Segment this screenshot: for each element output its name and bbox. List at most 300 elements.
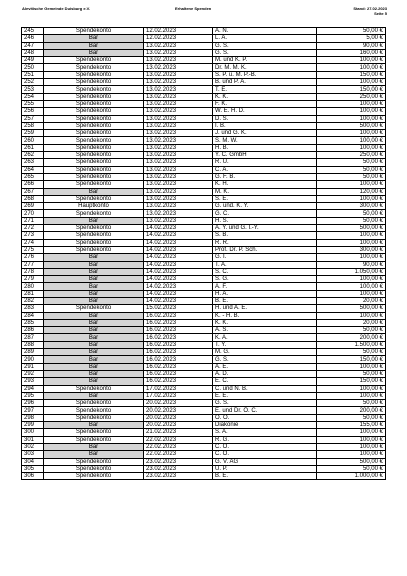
account-type: Bar (44, 290, 144, 297)
donor-name: J. und G. K. (213, 130, 317, 137)
account-type: Spendekonto (44, 173, 144, 180)
donor-name: B. und P. A. (213, 79, 317, 86)
entry-number: 245 (22, 28, 44, 35)
donation-date: 16.02.2023 (144, 370, 213, 377)
donation-date: 13.02.2023 (144, 173, 213, 180)
donor-name: R. G. (213, 436, 317, 443)
entry-number: 248 (22, 49, 44, 56)
donation-amount: 50,00 € (317, 217, 386, 224)
entry-number: 282 (22, 297, 44, 304)
entry-number: 305 (22, 465, 44, 472)
table-row (22, 217, 386, 224)
table-row (22, 378, 386, 385)
donation-amount: 250,00 € (317, 93, 386, 100)
account-type: Bar (44, 297, 144, 304)
account-type: Spendekonto (44, 152, 144, 159)
donation-date: 14.02.2023 (144, 297, 213, 304)
donor-name: K. - H. B. (213, 312, 317, 319)
donor-name: G. V. AG (213, 458, 317, 465)
donation-amount: 300,00 € (317, 246, 386, 253)
donor-name: M. G. (213, 349, 317, 356)
account-type: Spendekonto (44, 93, 144, 100)
donor-name: G. S. (213, 42, 317, 49)
donation-date: 13.02.2023 (144, 152, 213, 159)
account-type: Spendekonto (44, 465, 144, 472)
donation-amount: 100,00 € (317, 290, 386, 297)
entry-number: 267 (22, 188, 44, 195)
donor-name: E. C. (213, 378, 317, 385)
donation-amount: 50,00 € (317, 370, 386, 377)
account-type: Bar (44, 42, 144, 49)
donation-amount: 100,00 € (317, 312, 386, 319)
account-type: Spendekonto (44, 225, 144, 232)
table-row (22, 122, 386, 129)
donation-amount: 50,00 € (317, 210, 386, 217)
donation-date: 16.02.2023 (144, 327, 213, 334)
donations-table (21, 27, 386, 480)
account-type: Spendekonto (44, 100, 144, 107)
entry-number: 277 (22, 261, 44, 268)
donation-amount: 20,00 € (317, 297, 386, 304)
donation-amount: 100,00 € (317, 232, 386, 239)
donor-name: G. S. (213, 49, 317, 56)
donation-date: 14.02.2023 (144, 283, 213, 290)
entry-number: 289 (22, 349, 44, 356)
table-row (22, 49, 386, 56)
table-row (22, 458, 386, 465)
donor-name: R. Ü. (213, 159, 317, 166)
donation-date: 16.02.2023 (144, 334, 213, 341)
donor-name: T. Y. (213, 341, 317, 348)
entry-number: 274 (22, 239, 44, 246)
donation-amount: 500,00 € (317, 122, 386, 129)
donation-date: 14.02.2023 (144, 268, 213, 275)
account-type: Spendekonto (44, 407, 144, 414)
donation-date: 20.02.2023 (144, 422, 213, 429)
donation-date: 20.02.2023 (144, 407, 213, 414)
account-type: Spendekonto (44, 108, 144, 115)
account-type: Spendekonto (44, 400, 144, 407)
donations-table-body (22, 28, 386, 480)
table-row (22, 400, 386, 407)
entry-number: 256 (22, 108, 44, 115)
donation-amount: 100,00 € (317, 181, 386, 188)
entry-number: 250 (22, 64, 44, 71)
donation-amount: 100,00 € (317, 137, 386, 144)
donor-name: G. F. B. (213, 173, 317, 180)
table-row (22, 100, 386, 107)
donation-date: 13.02.2023 (144, 166, 213, 173)
donation-date: 22.02.2023 (144, 451, 213, 458)
account-type: Spendekonto (44, 159, 144, 166)
donation-amount: 50,00 € (317, 400, 386, 407)
donor-name: K. K. (213, 319, 317, 326)
donor-name: A. N. (213, 28, 317, 35)
account-type: Spendekonto (44, 137, 144, 144)
entry-number: 288 (22, 341, 44, 348)
table-row (22, 79, 386, 86)
donation-amount: 120,00 € (317, 188, 386, 195)
account-type: Spendekonto (44, 414, 144, 421)
table-row (22, 137, 386, 144)
account-type: Bar (44, 334, 144, 341)
donation-amount: 100,00 € (317, 392, 386, 399)
donation-amount: 150,00 € (317, 356, 386, 363)
account-type: Bar (44, 327, 144, 334)
account-type: Bar (44, 443, 144, 450)
entry-number: 270 (22, 210, 44, 217)
donation-amount: 250,00 € (317, 152, 386, 159)
donor-name: C. A. (213, 166, 317, 173)
entry-number: 294 (22, 385, 44, 392)
account-type: Bar (44, 217, 144, 224)
entry-number: 249 (22, 57, 44, 64)
donation-date: 13.02.2023 (144, 188, 213, 195)
donation-amount: 100,00 € (317, 144, 386, 151)
account-type: Bar (44, 319, 144, 326)
table-row (22, 414, 386, 421)
table-row (22, 341, 386, 348)
entry-number: 268 (22, 195, 44, 202)
entry-number: 281 (22, 290, 44, 297)
table-row (22, 334, 386, 341)
donor-name: S. A. (213, 429, 317, 436)
table-row (22, 173, 386, 180)
donation-date: 16.02.2023 (144, 349, 213, 356)
donation-amount: 100,00 € (317, 443, 386, 450)
donation-amount: 150,00 € (317, 71, 386, 78)
donation-amount: 200,00 € (317, 407, 386, 414)
donation-date: 13.02.2023 (144, 122, 213, 129)
donation-amount: 5,00 € (317, 35, 386, 42)
entry-number: 273 (22, 232, 44, 239)
account-type: Bar (44, 276, 144, 283)
table-row (22, 86, 386, 93)
donor-name: K. A. (213, 334, 317, 341)
table-row (22, 443, 386, 450)
donor-name: R. R. (213, 239, 317, 246)
entry-number: 247 (22, 42, 44, 49)
donation-amount: 1.500,00 € (317, 341, 386, 348)
donor-name: E. und Dr. Ö. C. (213, 407, 317, 414)
account-type: Spendekonto (44, 181, 144, 188)
table-row (22, 327, 386, 334)
table-row (22, 276, 386, 283)
table-row (22, 108, 386, 115)
entry-number: 298 (22, 414, 44, 421)
account-type: Bar (44, 356, 144, 363)
donation-date: 13.02.2023 (144, 79, 213, 86)
donation-amount: 100,00 € (317, 239, 386, 246)
donation-date: 13.02.2023 (144, 42, 213, 49)
entry-number: 276 (22, 254, 44, 261)
donation-amount: 150,00 € (317, 378, 386, 385)
donation-date: 16.02.2023 (144, 356, 213, 363)
account-type: Bar (44, 378, 144, 385)
account-type: Spendekonto (44, 232, 144, 239)
donation-amount: 50,00 € (317, 166, 386, 173)
account-type: Bar (44, 188, 144, 195)
donation-amount: 90,00 € (317, 261, 386, 268)
page-number: Seite 5 (374, 11, 387, 16)
entry-number: 271 (22, 217, 44, 224)
donation-amount: 150,00 € (317, 86, 386, 93)
entry-number: 299 (22, 422, 44, 429)
donation-date: 23.02.2023 (144, 473, 213, 480)
donation-amount: 100,00 € (317, 276, 386, 283)
account-type: Spendekonto (44, 458, 144, 465)
donation-date: 13.02.2023 (144, 181, 213, 188)
donation-amount: 100,00 € (317, 57, 386, 64)
table-row (22, 42, 386, 49)
entry-number: 280 (22, 283, 44, 290)
table-row (22, 166, 386, 173)
donation-date: 14.02.2023 (144, 290, 213, 297)
entry-number: 284 (22, 312, 44, 319)
account-type: Bar (44, 451, 144, 458)
donation-amount: 100,00 € (317, 451, 386, 458)
donation-amount: 50,00 € (317, 327, 386, 334)
donation-amount: 100,00 € (317, 130, 386, 137)
account-type: Bar (44, 422, 144, 429)
donation-date: 17.02.2023 (144, 385, 213, 392)
table-row (22, 246, 386, 253)
donor-name: Diakonie (213, 422, 317, 429)
account-type: Spendekonto (44, 385, 144, 392)
table-row (22, 363, 386, 370)
donation-date: 13.02.2023 (144, 210, 213, 217)
donation-date: 16.02.2023 (144, 363, 213, 370)
entry-number: 252 (22, 79, 44, 86)
donor-name: S. P. u. M. P.-B. (213, 71, 317, 78)
donation-amount: 50,00 € (317, 28, 386, 35)
entry-number: 261 (22, 144, 44, 151)
donor-name: G. und. K. Y. (213, 203, 317, 210)
account-type: Bar (44, 261, 144, 268)
account-type: Spendekonto (44, 473, 144, 480)
donation-amount: 500,00 € (317, 225, 386, 232)
donor-name: S. C. (213, 268, 317, 275)
table-row (22, 451, 386, 458)
donation-date: 14.02.2023 (144, 261, 213, 268)
donation-amount: 100,00 € (317, 115, 386, 122)
donation-amount: 100,00 € (317, 436, 386, 443)
table-row (22, 181, 386, 188)
donation-date: 13.02.2023 (144, 144, 213, 151)
entry-number: 255 (22, 100, 44, 107)
entry-number: 290 (22, 356, 44, 363)
table-row (22, 422, 386, 429)
donation-date: 14.02.2023 (144, 254, 213, 261)
entry-number: 266 (22, 181, 44, 188)
donor-name: C. Ö. (213, 451, 317, 458)
donation-amount: 300,00 € (317, 203, 386, 210)
donor-name: B. E. (213, 473, 317, 480)
account-type: Spendekonto (44, 195, 144, 202)
account-type: Spendekonto (44, 305, 144, 312)
account-type: Spendekonto (44, 246, 144, 253)
account-type: Spendekonto (44, 86, 144, 93)
donation-date: 14.02.2023 (144, 239, 213, 246)
donor-name: G. I. (213, 254, 317, 261)
account-type: Bar (44, 35, 144, 42)
donation-date: 20.02.2023 (144, 400, 213, 407)
donation-date: 13.02.2023 (144, 217, 213, 224)
donor-name: M. K. (213, 188, 317, 195)
donation-date: 12.02.2023 (144, 28, 213, 35)
table-row (22, 268, 386, 275)
table-row (22, 152, 386, 159)
entry-number: 302 (22, 443, 44, 450)
donation-amount: 100,00 € (317, 100, 386, 107)
donation-amount: 50,00 € (317, 414, 386, 421)
entry-number: 303 (22, 451, 44, 458)
table-row (22, 188, 386, 195)
donation-date: 16.02.2023 (144, 378, 213, 385)
donor-name: A. Y. und G. I.-Y. (213, 225, 317, 232)
entry-number: 275 (22, 246, 44, 253)
table-row (22, 28, 386, 35)
donation-amount: 50,00 € (317, 349, 386, 356)
table-row (22, 144, 386, 151)
donation-amount: 100,00 € (317, 429, 386, 436)
account-type: Spendekonto (44, 122, 144, 129)
account-type: Spendekonto (44, 28, 144, 35)
table-row (22, 356, 386, 363)
donor-name: A. S. (213, 327, 317, 334)
table-row (22, 385, 386, 392)
donation-date: 22.02.2023 (144, 443, 213, 450)
donor-name: G. C. (213, 210, 317, 217)
table-row (22, 71, 386, 78)
donation-amount: 200,00 € (317, 334, 386, 341)
donation-date: 16.02.2023 (144, 341, 213, 348)
donor-name: K. K. (213, 93, 317, 100)
table-row (22, 254, 386, 261)
entry-number: 304 (22, 458, 44, 465)
donation-date: 13.02.2023 (144, 137, 213, 144)
entry-number: 262 (22, 152, 44, 159)
donation-date: 13.02.2023 (144, 159, 213, 166)
table-row (22, 465, 386, 472)
account-type: Spendekonto (44, 115, 144, 122)
donation-amount: 50,00 € (317, 173, 386, 180)
table-row (22, 436, 386, 443)
donor-name: S. G. (213, 276, 317, 283)
donation-date: 12.02.2023 (144, 35, 213, 42)
table-row (22, 370, 386, 377)
donation-date: 16.02.2023 (144, 312, 213, 319)
table-row (22, 312, 386, 319)
donation-date: 22.02.2023 (144, 436, 213, 443)
donation-amount: 1.050,00 € (317, 268, 386, 275)
account-type: Spendekonto (44, 57, 144, 64)
donation-date: 13.02.2023 (144, 49, 213, 56)
donor-name: S. E. (213, 195, 317, 202)
account-type: Bar (44, 254, 144, 261)
entry-number: 260 (22, 137, 44, 144)
account-type: Bar (44, 341, 144, 348)
donor-name: G. S. (213, 356, 317, 363)
donation-date: 13.02.2023 (144, 93, 213, 100)
entry-number: 287 (22, 334, 44, 341)
entry-number: 269 (22, 203, 44, 210)
donation-date: 13.02.2023 (144, 64, 213, 71)
account-type: Bar (44, 268, 144, 275)
entry-number: 258 (22, 122, 44, 129)
donation-amount: 500,00 € (317, 458, 386, 465)
entry-number: 306 (22, 473, 44, 480)
donation-date: 13.02.2023 (144, 57, 213, 64)
donation-date: 13.02.2023 (144, 86, 213, 93)
donation-date: 20.02.2023 (144, 414, 213, 421)
donor-name: E. E. (213, 392, 317, 399)
donation-amount: 500,00 € (317, 305, 386, 312)
donation-date: 13.02.2023 (144, 108, 213, 115)
account-type: Spendekonto (44, 429, 144, 436)
account-type: Spendekonto (44, 64, 144, 71)
donation-date: 13.02.2023 (144, 115, 213, 122)
donation-amount: 100,00 € (317, 363, 386, 370)
donor-name: Ö. Ö. (213, 414, 317, 421)
donor-name: A. D. (213, 370, 317, 377)
donation-date: 17.02.2023 (144, 392, 213, 399)
donor-name: M. und K. P. (213, 57, 317, 64)
donation-date: 21.02.2023 (144, 429, 213, 436)
donation-amount: 100,00 € (317, 64, 386, 71)
table-row (22, 239, 386, 246)
donation-amount: 100,00 € (317, 79, 386, 86)
account-type: Spendekonto (44, 130, 144, 137)
table-row (22, 305, 386, 312)
entry-number: 272 (22, 225, 44, 232)
entry-number: 265 (22, 173, 44, 180)
donation-amount: 100,00 € (317, 195, 386, 202)
entry-number: 279 (22, 276, 44, 283)
table-row (22, 319, 386, 326)
account-type: Spendekonto (44, 210, 144, 217)
donation-amount: 155,00 € (317, 422, 386, 429)
stand-date: Stand: 27.02.2023 (353, 6, 387, 11)
entry-number: 300 (22, 429, 44, 436)
donation-date: 14.02.2023 (144, 232, 213, 239)
entry-number: 297 (22, 407, 44, 414)
stand-info (353, 6, 387, 16)
donation-date: 13.02.2023 (144, 203, 213, 210)
entry-number: 295 (22, 392, 44, 399)
entry-number: 283 (22, 305, 44, 312)
donor-name: W. E. H. D. (213, 108, 317, 115)
entry-number: 253 (22, 86, 44, 93)
donation-date: 14.02.2023 (144, 225, 213, 232)
donor-name: S. B. (213, 232, 317, 239)
donor-name: A. E. (213, 363, 317, 370)
donor-name: A. F. (213, 283, 317, 290)
donation-amount: 50,00 € (317, 159, 386, 166)
donor-name: I. B. (213, 122, 317, 129)
donor-name: H. A. (213, 290, 317, 297)
donation-date: 13.02.2023 (144, 130, 213, 137)
donor-name: H. S. (213, 217, 317, 224)
donor-name: K. H. (213, 181, 317, 188)
donor-name: F. K. (213, 100, 317, 107)
donor-name: H. B. (213, 144, 317, 151)
donation-date: 14.02.2023 (144, 246, 213, 253)
table-row (22, 225, 386, 232)
donation-date: 15.02.2023 (144, 305, 213, 312)
entry-number: 254 (22, 93, 44, 100)
table-row (22, 195, 386, 202)
